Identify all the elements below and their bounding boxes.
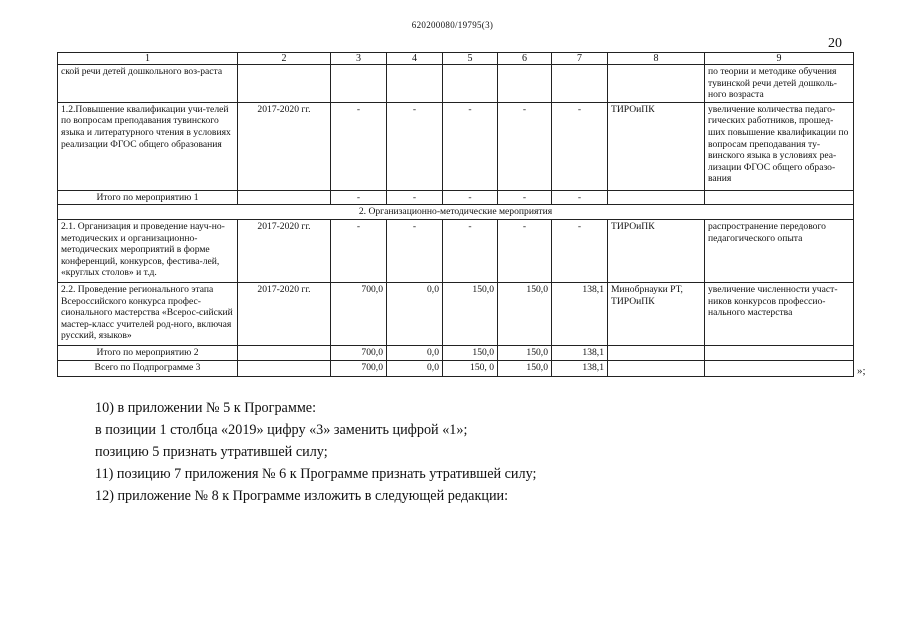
table-cell: - [387, 102, 443, 190]
table-cell: - [443, 102, 498, 190]
table-cell: - [552, 190, 608, 205]
table-cell: - [331, 102, 387, 190]
document-id: 620200080/19795(3) [411, 20, 494, 30]
column-header: 3 [331, 53, 387, 65]
table-cell: - [498, 102, 552, 190]
table-cell: по теории и методике обучения тувинской речи детей дошколь-ного возраста [705, 65, 854, 103]
table-row [58, 219, 854, 282]
table-cell: 138,1 [552, 360, 608, 376]
table-cell [498, 65, 552, 103]
table-cell: увеличение количества педаго-гических работников, прошед-ших повышение квалификации по вопросам преподавания ту-винского языка в условиях реа-лизации ФГОС общего образо-вания [705, 102, 854, 190]
table-cell: 1.2.Повышение квалификации учи-телей по вопросам преподавания тувинского языка и литературного чтения в условиях реализации ФГОС общего образования [58, 102, 238, 190]
page-number: 20 [828, 36, 842, 51]
table-cell: 2.1. Организация и проведение науч-но-методических и организационно-методических мероприятий в форме конференций, конкурсов, фестива-лей, «круглых столов» и т.д. [58, 219, 238, 282]
table-cell [552, 65, 608, 103]
table-cell [608, 65, 705, 103]
table-cell: 2.2. Проведение регионального этапа Всероссийского конкурса профес-сионального мастерства «Всерос-сийский мастер-класс учителей род-ного, включая русский, языков» [58, 282, 238, 345]
section-title: 2. Организационно-методические мероприятия [58, 205, 854, 220]
table-cell: 138,1 [552, 282, 608, 345]
column-header: 5 [443, 53, 498, 65]
table-cell [705, 360, 854, 376]
table-cell [238, 360, 331, 376]
table-cell [608, 360, 705, 376]
table-cell: 700,0 [331, 345, 387, 360]
table-cell [705, 345, 854, 360]
table-cell: 2017-2020 гг. [238, 102, 331, 190]
table-cell: 2017-2020 гг. [238, 219, 331, 282]
column-header: 9 [705, 53, 854, 65]
closing-quote: »; [857, 365, 866, 377]
table-cell: Итого по мероприятию 2 [58, 345, 238, 360]
table-cell: ТИРОиПК [608, 219, 705, 282]
paragraph-10-item-2: позицию 5 признать утратившей силу; [95, 444, 328, 460]
column-header: 6 [498, 53, 552, 65]
header-row [58, 53, 854, 65]
table-cell: ТИРОиПК [608, 102, 705, 190]
section-row [58, 205, 854, 220]
table-cell: 700,0 [331, 360, 387, 376]
table-cell: - [387, 219, 443, 282]
table-cell: распространение передового педагогического опыта [705, 219, 854, 282]
table-row [58, 65, 854, 103]
column-header: 7 [552, 53, 608, 65]
table-cell: Минобрнауки РТ, ТИРОиПК [608, 282, 705, 345]
table-cell: 0,0 [387, 345, 443, 360]
table-cell [608, 190, 705, 205]
table-cell: ской речи детей дошкольного воз-раста [58, 65, 238, 103]
table-cell: 150,0 [498, 345, 552, 360]
table-cell: 138,1 [552, 345, 608, 360]
total-row [58, 345, 854, 360]
table-cell [608, 345, 705, 360]
table-cell: 0,0 [387, 360, 443, 376]
table-cell: увеличение численности участ-ников конкурсов профессио-нального мастерства [705, 282, 854, 345]
table-cell: 0,0 [387, 282, 443, 345]
table-cell [238, 345, 331, 360]
paragraph-10: 10) в приложении № 5 к Программе: [95, 400, 317, 416]
table-cell: - [552, 102, 608, 190]
paragraph-12: 12) приложение № 8 к Программе изложить в следующей редакции: [95, 488, 509, 504]
table-cell: 150, 0 [443, 360, 498, 376]
table-cell: - [498, 190, 552, 205]
table-cell: 150,0 [443, 282, 498, 345]
table-cell: - [331, 190, 387, 205]
table-cell: Итого по мероприятию 1 [58, 190, 238, 205]
table-row [58, 102, 854, 190]
table-cell: Всего по Подпрограмме 3 [58, 360, 238, 376]
column-header: 2 [238, 53, 331, 65]
table-cell: - [331, 219, 387, 282]
column-header: 1 [58, 53, 238, 65]
table-cell: 150,0 [498, 282, 552, 345]
table-cell: 150,0 [498, 360, 552, 376]
table-cell: 2017-2020 гг. [238, 282, 331, 345]
table-cell [238, 190, 331, 205]
table-cell [387, 65, 443, 103]
table-cell: 150,0 [443, 345, 498, 360]
table-cell: - [387, 190, 443, 205]
table-cell [705, 190, 854, 205]
table-cell: - [552, 219, 608, 282]
table-cell [331, 65, 387, 103]
table-cell [238, 65, 331, 103]
table-cell: 700,0 [331, 282, 387, 345]
paragraph-10-item-1: в позиции 1 столбца «2019» цифру «3» заменить цифрой «1»; [95, 422, 468, 438]
program-table [57, 52, 854, 377]
table-cell: - [498, 219, 552, 282]
total-row [58, 360, 854, 376]
paragraph-11: 11) позицию 7 приложения № 6 к Программе признать утратившей силу; [95, 466, 537, 482]
column-header: 8 [608, 53, 705, 65]
table-cell: - [443, 219, 498, 282]
table-row [58, 282, 854, 345]
table-cell: - [443, 190, 498, 205]
total-row [58, 190, 854, 205]
column-header: 4 [387, 53, 443, 65]
table-cell [443, 65, 498, 103]
